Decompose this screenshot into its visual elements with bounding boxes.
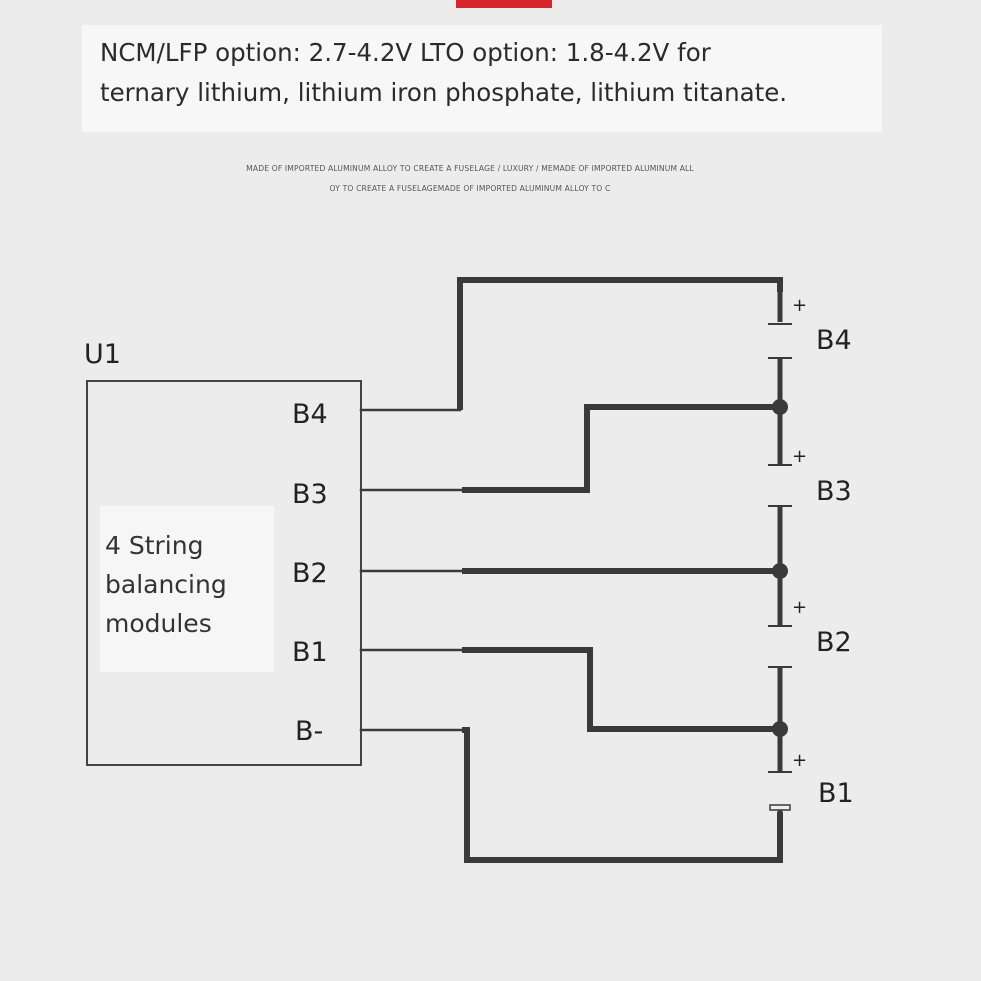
cell-b4-plus-sign: + — [792, 295, 808, 316]
cell-b1-negative-plate — [770, 805, 790, 810]
wire-b1 — [462, 650, 779, 729]
cell-b1-plus-sign: + — [792, 750, 808, 771]
pin-label-b2: B2 — [292, 558, 328, 589]
tagline-line-1: MADE OF IMPORTED ALUMINUM ALLOY TO CREATE A FUSELAGE / LUXURY / MEMADE OF IMPORTED ALUMINUM ALL — [246, 164, 694, 173]
module-description-line-1: 4 String — [105, 531, 204, 560]
cell-b2-plus-sign: + — [792, 597, 808, 618]
junction-b3 — [772, 399, 788, 415]
pin-label-bminus: B- — [295, 716, 324, 747]
cell-label-b4: B4 — [816, 325, 852, 356]
module-description-line-2: balancing — [105, 570, 227, 599]
cell-label-b3: B3 — [816, 476, 852, 507]
pin-label-b4: B4 — [292, 399, 328, 430]
cell-b3-plus-sign: + — [792, 446, 808, 467]
pin-label-b3: B3 — [292, 479, 328, 510]
junction-b2 — [772, 563, 788, 579]
wire-b4 — [460, 280, 780, 410]
wire-bminus — [462, 730, 780, 860]
pin-label-b1: B1 — [292, 637, 328, 668]
tagline-line-2: OY TO CREATE A FUSELAGEMADE OF IMPORTED ALUMINUM ALLOY TO C — [329, 184, 611, 193]
junction-b1 — [772, 721, 788, 737]
info-line-1: NCM/LFP option: 2.7-4.2V LTO option: 1.8-4.2V for — [100, 38, 711, 67]
module-description — [100, 506, 274, 672]
info-line-2: ternary lithium, lithium iron phosphate, lithium titanate. — [100, 78, 788, 107]
cell-label-b2: B2 — [816, 627, 852, 658]
module-name: U1 — [84, 339, 121, 370]
module-description-line-3: modules — [105, 609, 212, 638]
cell-label-b1: B1 — [818, 778, 854, 809]
wire-b3 — [462, 407, 779, 490]
